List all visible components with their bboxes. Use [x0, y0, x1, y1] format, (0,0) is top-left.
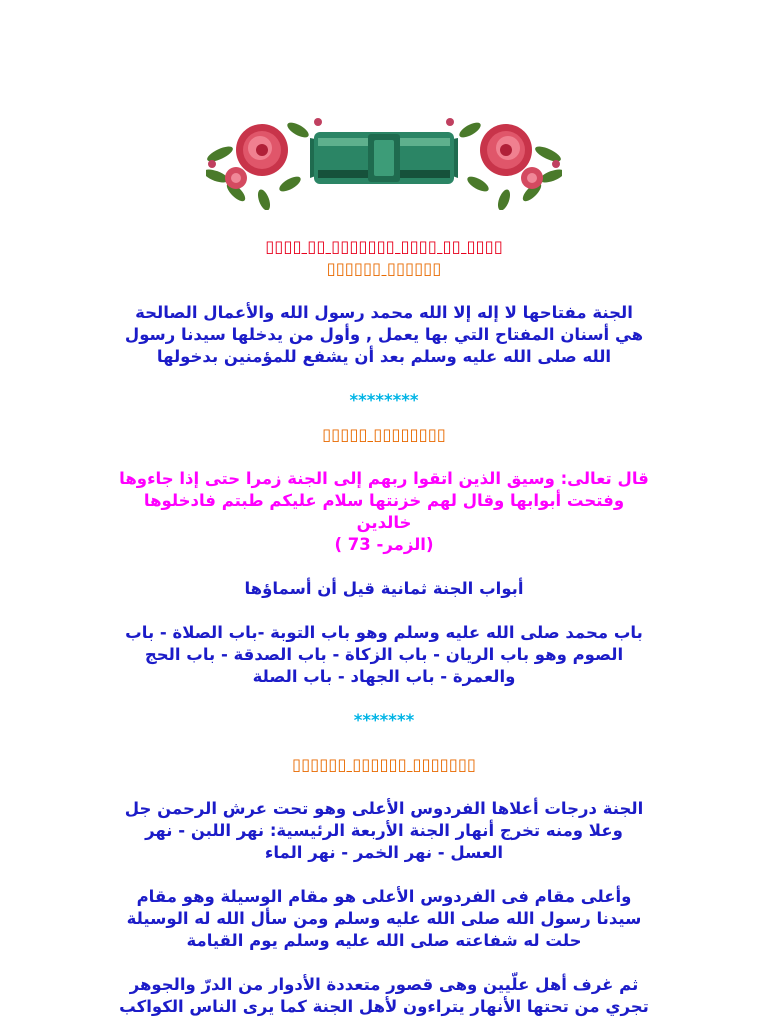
text-line: وأعلى مقام فى الفردوس الأعلى هو مقام الوسيلة وهو مقام — [136, 887, 632, 906]
text-line: الله صلى الله عليه وسلم بعد أن يشفع للمؤمنين بدخولها — [156, 347, 612, 366]
levels-paragraph — [60, 798, 708, 864]
verse-reference: (الزمر- 73 ) — [334, 535, 434, 554]
article-body — [60, 236, 708, 1018]
text-line: هي أسنان المفتاح التي بها يعمل , وأول من يدخلها سيدنا رسول — [124, 325, 644, 344]
separator: ******** — [349, 391, 419, 410]
quran-verse — [60, 468, 708, 556]
text-line: باب محمد صلى الله عليه وسلم وهو باب التوبة -باب الصلاة - باب — [125, 623, 643, 642]
text-line: سيدنا رسول الله صلى الله عليه وسلم ومن سأل الله له الوسيلة — [126, 909, 642, 928]
gates-intro: أبواب الجنة ثمانية قيل أن أسماؤها — [244, 579, 524, 598]
rose-ornament-image — [206, 112, 562, 210]
gates-list — [60, 622, 708, 688]
wasila-paragraph — [60, 886, 708, 952]
section-heading-gates: ▯▯▯▯▯▯▯▯ ▯▯▯▯▯ — [322, 425, 446, 444]
page-subtitle: ▯▯▯▯▯▯ ▯▯▯▯▯▯ — [326, 259, 442, 278]
text-line: الصوم وهو باب الريان - باب الزكاة - باب الصدقة - باب الحج — [144, 645, 624, 664]
illiyin-paragraph — [60, 974, 708, 1018]
text-line: الجنة درجات أعلاها الفردوس الأعلى وهو تحت عرش الرحمن جل — [124, 799, 644, 818]
text-line: ثم غرف أهل علّيين وهى قصور متعددة الأدوار من الدرّ والجوهر — [129, 975, 639, 994]
section-heading-levels: ▯▯▯▯▯▯▯ ▯▯▯▯▯▯ ▯▯▯▯▯▯ — [291, 755, 476, 774]
text-line: تجري من تحتها الأنهار يتراءون لأهل الجنة كما يرى الناس الكواكب — [119, 997, 649, 1016]
separator: ******* — [353, 711, 415, 730]
verse-line: خالدين — [356, 513, 412, 532]
page-title: ▯▯▯▯ ▯▯ ▯▯▯▯ ▯▯▯▯▯▯▯ ▯▯ ▯▯▯▯ — [265, 237, 503, 256]
text-line: والعمرة - باب الجهاد - باب الصلة — [252, 667, 516, 686]
verse-line: وفتحت أبوابها وقال لهم خزنتها سلام عليكم طبتم فادخلوها — [143, 491, 625, 510]
intro-paragraph — [60, 302, 708, 368]
verse-line: قال تعالى: وسيق الذين اتقوا ربهم إلى الجنة زمرا حتى إذا جاءوها — [119, 469, 649, 488]
text-line: حلت له شفاعته صلى الله عليه وسلم يوم القيامة — [186, 931, 582, 950]
text-line: وعلا ومنه تخرج أنهار الجنة الأربعة الرئيسية: نهر اللبن - نهر — [145, 821, 623, 840]
text-line: الجنة مفتاحها لا إله إلا الله محمد رسول الله والأعمال الصالحة — [135, 303, 633, 322]
text-line: العسل - نهر الخمر - نهر الماء — [264, 843, 504, 862]
